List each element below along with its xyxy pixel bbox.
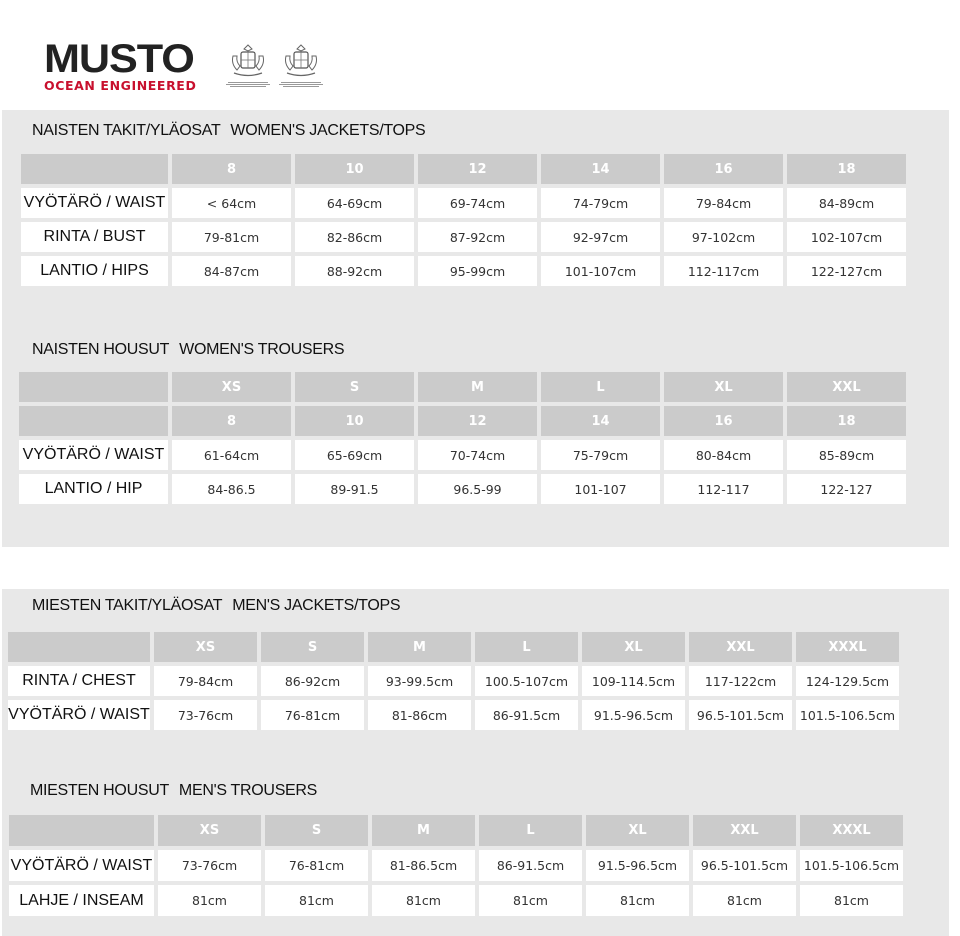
table-cell: 117-122cm xyxy=(689,666,792,696)
table-cell: 64-69cm xyxy=(295,188,414,218)
table-cell: 87-92cm xyxy=(418,222,537,252)
size-header: 14 xyxy=(541,154,660,184)
table-corner xyxy=(8,632,150,662)
table-cell: 81cm xyxy=(479,885,582,916)
table-cell: 122-127cm xyxy=(787,256,906,286)
size-header: 16 xyxy=(664,406,783,436)
table-cell: 92-97cm xyxy=(541,222,660,252)
table-cell: 79-84cm xyxy=(664,188,783,218)
title-en: MEN'S JACKETS/TOPS xyxy=(232,597,401,614)
size-header: XS xyxy=(154,632,257,662)
size-header: 12 xyxy=(418,154,537,184)
section-title-men-trousers xyxy=(30,782,317,800)
table-cell: 81cm xyxy=(586,885,689,916)
table-cell: 73-76cm xyxy=(158,850,261,881)
table-cell: 81cm xyxy=(265,885,368,916)
table-cell: 81-86cm xyxy=(368,700,471,730)
size-table-men-trousers xyxy=(9,815,903,916)
size-table-women-jackets xyxy=(21,154,906,286)
table-cell: 81cm xyxy=(372,885,475,916)
title-fi: NAISTEN TAKIT/YLÄOSAT xyxy=(32,122,221,139)
size-header: XXL xyxy=(787,372,906,402)
table-cell: 84-89cm xyxy=(787,188,906,218)
table-cell: 85-89cm xyxy=(787,440,906,470)
table-cell: 101.5-106.5cm xyxy=(800,850,903,881)
row-label: VYÖTÄRÖ / WAIST xyxy=(21,188,168,218)
table-cell: 112-117cm xyxy=(664,256,783,286)
table-cell: 89-91.5 xyxy=(295,474,414,504)
royal-warrant-crest-icon xyxy=(224,42,272,92)
section-title-women-jackets xyxy=(32,122,425,140)
brand-tagline: OCEAN ENGINEERED xyxy=(44,78,197,93)
table-corner xyxy=(19,372,168,402)
table-cell: 81-86.5cm xyxy=(372,850,475,881)
table-cell: 102-107cm xyxy=(787,222,906,252)
table-cell: 91.5-96.5cm xyxy=(582,700,685,730)
size-header: 18 xyxy=(787,154,906,184)
table-cell: 124-129.5cm xyxy=(796,666,899,696)
size-header: M xyxy=(368,632,471,662)
row-label: VYÖTÄRÖ / WAIST xyxy=(8,700,150,730)
table-cell: 76-81cm xyxy=(261,700,364,730)
table-corner xyxy=(21,154,168,184)
table-cell: 95-99cm xyxy=(418,256,537,286)
table-cell: 91.5-96.5cm xyxy=(586,850,689,881)
title-en: WOMEN'S JACKETS/TOPS xyxy=(230,122,426,139)
size-header: XXL xyxy=(693,815,796,846)
size-header: 18 xyxy=(787,406,906,436)
table-cell: 81cm xyxy=(800,885,903,916)
table-corner xyxy=(9,815,154,846)
size-header: 8 xyxy=(172,154,291,184)
size-table-women-trousers xyxy=(19,372,906,504)
size-header: 10 xyxy=(295,406,414,436)
table-cell: 76-81cm xyxy=(265,850,368,881)
row-label: VYÖTÄRÖ / WAIST xyxy=(19,440,168,470)
table-cell: 122-127 xyxy=(787,474,906,504)
table-cell: 61-64cm xyxy=(172,440,291,470)
size-header: 16 xyxy=(664,154,783,184)
table-cell: < 64cm xyxy=(172,188,291,218)
size-header: L xyxy=(479,815,582,846)
size-header: L xyxy=(541,372,660,402)
size-header: M xyxy=(418,372,537,402)
table-cell: 81cm xyxy=(693,885,796,916)
size-header: XS xyxy=(172,372,291,402)
size-header: S xyxy=(261,632,364,662)
table-cell: 93-99.5cm xyxy=(368,666,471,696)
title-en: MEN'S TROUSERS xyxy=(178,782,318,799)
table-cell: 80-84cm xyxy=(664,440,783,470)
size-header: XXXL xyxy=(796,632,899,662)
title-fi: NAISTEN HOUSUT xyxy=(32,341,170,358)
table-cell: 79-81cm xyxy=(172,222,291,252)
table-cell: 101-107 xyxy=(541,474,660,504)
row-label: LAHJE / INSEAM xyxy=(9,885,154,916)
table-cell: 70-74cm xyxy=(418,440,537,470)
row-label: LANTIO / HIPS xyxy=(21,256,168,286)
size-header: XL xyxy=(586,815,689,846)
table-cell: 101.5-106.5cm xyxy=(796,700,899,730)
table-cell: 81cm xyxy=(158,885,261,916)
size-header: XL xyxy=(664,372,783,402)
title-fi: MIESTEN HOUSUT xyxy=(30,782,169,799)
table-cell: 100.5-107cm xyxy=(475,666,578,696)
title-fi: MIESTEN TAKIT/YLÄOSAT xyxy=(32,597,223,614)
table-cell: 88-92cm xyxy=(295,256,414,286)
table-cell: 96.5-101.5cm xyxy=(689,700,792,730)
row-label: VYÖTÄRÖ / WAIST xyxy=(9,850,154,881)
table-cell: 82-86cm xyxy=(295,222,414,252)
musto-logo xyxy=(44,37,197,93)
table-cell: 96.5-99 xyxy=(418,474,537,504)
size-header: S xyxy=(265,815,368,846)
table-cell: 86-91.5cm xyxy=(475,700,578,730)
table-cell: 65-69cm xyxy=(295,440,414,470)
table-cell: 96.5-101.5cm xyxy=(693,850,796,881)
table-cell: 84-86.5 xyxy=(172,474,291,504)
row-label: RINTA / CHEST xyxy=(8,666,150,696)
table-cell: 86-91.5cm xyxy=(479,850,582,881)
table-cell: 79-84cm xyxy=(154,666,257,696)
size-header: L xyxy=(475,632,578,662)
royal-warrant-crest-icon xyxy=(277,42,325,92)
size-header: M xyxy=(372,815,475,846)
size-table-men-jackets xyxy=(8,632,899,730)
table-cell: 73-76cm xyxy=(154,700,257,730)
size-header: XL xyxy=(582,632,685,662)
row-label: LANTIO / HIP xyxy=(19,474,168,504)
size-header: 8 xyxy=(172,406,291,436)
table-cell: 86-92cm xyxy=(261,666,364,696)
table-cell: 84-87cm xyxy=(172,256,291,286)
brand-name: MUSTO xyxy=(44,37,194,81)
row-label: RINTA / BUST xyxy=(21,222,168,252)
size-header: XXXL xyxy=(800,815,903,846)
size-header: 10 xyxy=(295,154,414,184)
table-cell: 112-117 xyxy=(664,474,783,504)
table-cell: 101-107cm xyxy=(541,256,660,286)
table-cell: 75-79cm xyxy=(541,440,660,470)
size-header: S xyxy=(295,372,414,402)
table-cell: 69-74cm xyxy=(418,188,537,218)
table-corner xyxy=(19,406,168,436)
size-header: XXL xyxy=(689,632,792,662)
title-en: WOMEN'S TROUSERS xyxy=(179,341,345,358)
size-header: XS xyxy=(158,815,261,846)
table-cell: 97-102cm xyxy=(664,222,783,252)
size-header: 14 xyxy=(541,406,660,436)
size-header: 12 xyxy=(418,406,537,436)
table-cell: 109-114.5cm xyxy=(582,666,685,696)
section-title-men-jackets xyxy=(32,597,400,615)
section-title-women-trousers xyxy=(32,341,344,359)
table-cell: 74-79cm xyxy=(541,188,660,218)
